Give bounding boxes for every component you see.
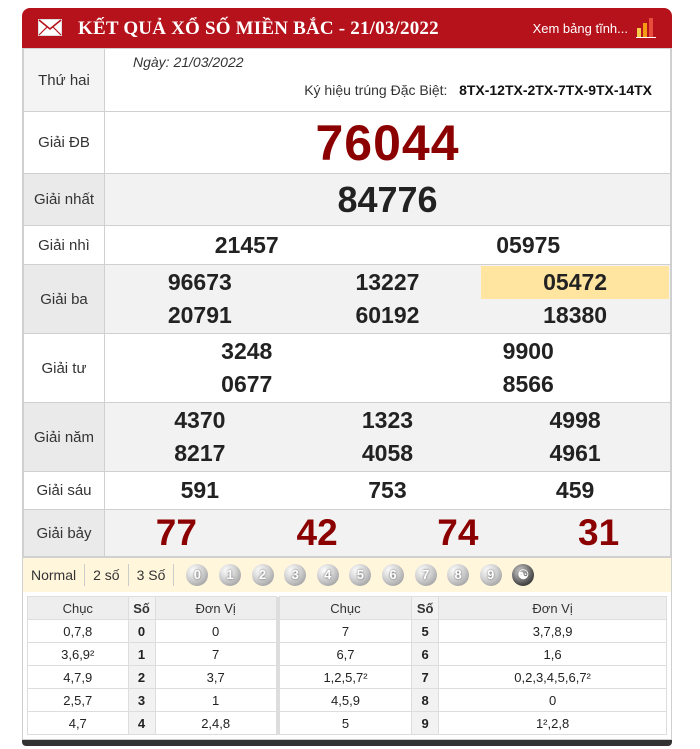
prize-3-number: 96673 bbox=[167, 269, 232, 295]
donvi-cell: 7 bbox=[155, 643, 276, 666]
digit-filter-group bbox=[186, 564, 545, 586]
table-row bbox=[28, 712, 667, 735]
table-row bbox=[28, 620, 667, 643]
prize-4-number: 3248 bbox=[221, 338, 273, 364]
digit-9-button[interactable]: 9 bbox=[480, 564, 502, 586]
prize-6-label: Giải sáu bbox=[24, 472, 105, 510]
bottom-bar bbox=[22, 740, 672, 746]
prize-5-label: Giải năm bbox=[24, 403, 105, 472]
prize-6-number: 591 bbox=[180, 477, 219, 503]
prize-5-number: 4058 bbox=[361, 440, 414, 466]
table-row bbox=[28, 689, 667, 712]
digit-0-button[interactable]: 0 bbox=[186, 564, 208, 586]
prize-4-number: 8566 bbox=[502, 371, 554, 397]
so-cell: 5 bbox=[412, 620, 439, 643]
digit-4-button[interactable]: 4 bbox=[317, 564, 339, 586]
chuc-cell: 6,7 bbox=[279, 643, 411, 666]
special-code bbox=[304, 82, 652, 98]
loto-table bbox=[27, 596, 667, 735]
prize-5-number: 4370 bbox=[174, 407, 226, 433]
mode-normal-button[interactable]: Normal bbox=[23, 564, 85, 586]
prize-4-number: 0677 bbox=[221, 371, 273, 397]
chuc-cell: 5 bbox=[279, 712, 411, 735]
donvi-cell: 0,2,3,4,5,6,7² bbox=[439, 666, 667, 689]
prize-7-values bbox=[105, 510, 671, 557]
prize-6-values bbox=[105, 472, 671, 510]
weekday-label: Thứ hai bbox=[24, 49, 105, 112]
lottery-widget bbox=[22, 8, 672, 742]
digit-8-button[interactable]: 8 bbox=[447, 564, 469, 586]
prize-db-label: Giải ĐB bbox=[24, 112, 105, 174]
donvi-cell: 3,7 bbox=[155, 666, 276, 689]
chuc-cell: 3,6,9² bbox=[28, 643, 129, 666]
digit-7-button[interactable]: 7 bbox=[415, 564, 437, 586]
chuc-cell: 2,5,7 bbox=[28, 689, 129, 712]
col-header: Đơn Vị bbox=[439, 597, 667, 620]
prize-7-label: Giải bảy bbox=[24, 510, 105, 557]
prize-db-value: 76044 bbox=[105, 112, 671, 174]
chuc-cell: 4,7,9 bbox=[28, 666, 129, 689]
donvi-cell: 1,6 bbox=[439, 643, 667, 666]
donvi-cell: 3,7,8,9 bbox=[439, 620, 667, 643]
chuc-cell: 4,7 bbox=[28, 712, 129, 735]
prize-2-number: 21457 bbox=[214, 231, 279, 258]
prize-7-number: 42 bbox=[296, 512, 338, 553]
col-header: Số bbox=[128, 597, 155, 620]
so-cell: 6 bbox=[412, 643, 439, 666]
prize-1-value: 84776 bbox=[105, 174, 671, 226]
chuc-cell: 0,7,8 bbox=[28, 620, 129, 643]
results-table bbox=[23, 48, 671, 557]
envelope-icon bbox=[38, 19, 62, 36]
prize-5-number: 1323 bbox=[361, 407, 414, 433]
donvi-cell: 0 bbox=[155, 620, 276, 643]
col-header: Chục bbox=[279, 597, 411, 620]
so-cell: 9 bbox=[412, 712, 439, 735]
special-code-label: Ký hiệu trúng Đặc Biệt: bbox=[304, 82, 448, 98]
header-bar bbox=[22, 8, 672, 48]
prize-3-number: 60192 bbox=[355, 302, 420, 328]
prize-2-label: Giải nhì bbox=[24, 226, 105, 265]
mode-3-digit-button[interactable]: 3 Số bbox=[129, 564, 175, 586]
draw-info bbox=[105, 49, 671, 112]
donvi-cell: 1 bbox=[155, 689, 276, 712]
prize-2-values bbox=[105, 226, 671, 265]
so-cell: 8 bbox=[412, 689, 439, 712]
col-header: Chục bbox=[28, 597, 129, 620]
prize-3-values bbox=[105, 265, 671, 334]
prize-3-number: 20791 bbox=[167, 302, 232, 328]
prize-5-values bbox=[105, 403, 671, 472]
digit-2-button[interactable]: 2 bbox=[252, 564, 274, 586]
so-cell: 3 bbox=[128, 689, 155, 712]
prize-7-number: 74 bbox=[437, 512, 479, 553]
table-row bbox=[28, 666, 667, 689]
prize-3-label: Giải ba bbox=[24, 265, 105, 334]
so-cell: 0 bbox=[128, 620, 155, 643]
prize-4-number: 9900 bbox=[502, 338, 554, 364]
chuc-cell: 7 bbox=[279, 620, 411, 643]
digit-5-button[interactable]: 5 bbox=[349, 564, 371, 586]
prize-3-number-highlight: 05472 bbox=[481, 266, 669, 299]
prize-3-number: 13227 bbox=[355, 269, 420, 295]
prize-1-label: Giải nhất bbox=[24, 174, 105, 226]
digit-6-button[interactable]: 6 bbox=[382, 564, 404, 586]
prize-6-number: 459 bbox=[555, 477, 595, 503]
prize-5-number: 4961 bbox=[549, 440, 601, 466]
prize-7-number: 77 bbox=[155, 512, 197, 553]
yin-yang-icon[interactable]: ☯ bbox=[512, 564, 534, 586]
chuc-cell: 4,5,9 bbox=[279, 689, 411, 712]
special-code-value: 8TX-12TX-2TX-7TX-9TX-14TX bbox=[459, 82, 652, 98]
prize-5-number: 4998 bbox=[549, 407, 601, 433]
so-cell: 4 bbox=[128, 712, 155, 735]
col-header: Số bbox=[412, 597, 439, 620]
loto-section bbox=[23, 592, 671, 739]
draw-date: Ngày: 21/03/2022 bbox=[133, 54, 244, 70]
view-static-link[interactable]: Xem bảng tĩnh... bbox=[532, 21, 628, 36]
prize-4-values bbox=[105, 334, 671, 403]
table-row bbox=[28, 643, 667, 666]
col-header: Đơn Vị bbox=[155, 597, 276, 620]
prize-4-label: Giải tư bbox=[24, 334, 105, 403]
results-body bbox=[22, 48, 672, 740]
mode-2-digit-button[interactable]: 2 số bbox=[85, 564, 128, 586]
prize-3-number: 18380 bbox=[543, 302, 608, 328]
so-cell: 2 bbox=[128, 666, 155, 689]
donvi-cell: 0 bbox=[439, 689, 667, 712]
bar-chart-icon[interactable] bbox=[636, 16, 658, 38]
prize-6-number: 753 bbox=[368, 477, 407, 503]
chuc-cell: 1,2,5,7² bbox=[279, 666, 411, 689]
donvi-cell: 2,4,8 bbox=[155, 712, 276, 735]
digit-1-button[interactable]: 1 bbox=[219, 564, 241, 586]
filter-toolbar bbox=[23, 557, 671, 592]
donvi-cell: 1²,2,8 bbox=[439, 712, 667, 735]
digit-3-button[interactable]: 3 bbox=[284, 564, 306, 586]
prize-2-number: 05975 bbox=[496, 231, 561, 258]
prize-7-number: 31 bbox=[578, 512, 620, 553]
page-title: KẾT QUẢ XỔ SỐ MIỀN BẮC - 21/03/2022 bbox=[78, 18, 439, 39]
prize-5-number: 8217 bbox=[174, 440, 226, 466]
so-cell: 7 bbox=[412, 666, 439, 689]
so-cell: 1 bbox=[128, 643, 155, 666]
